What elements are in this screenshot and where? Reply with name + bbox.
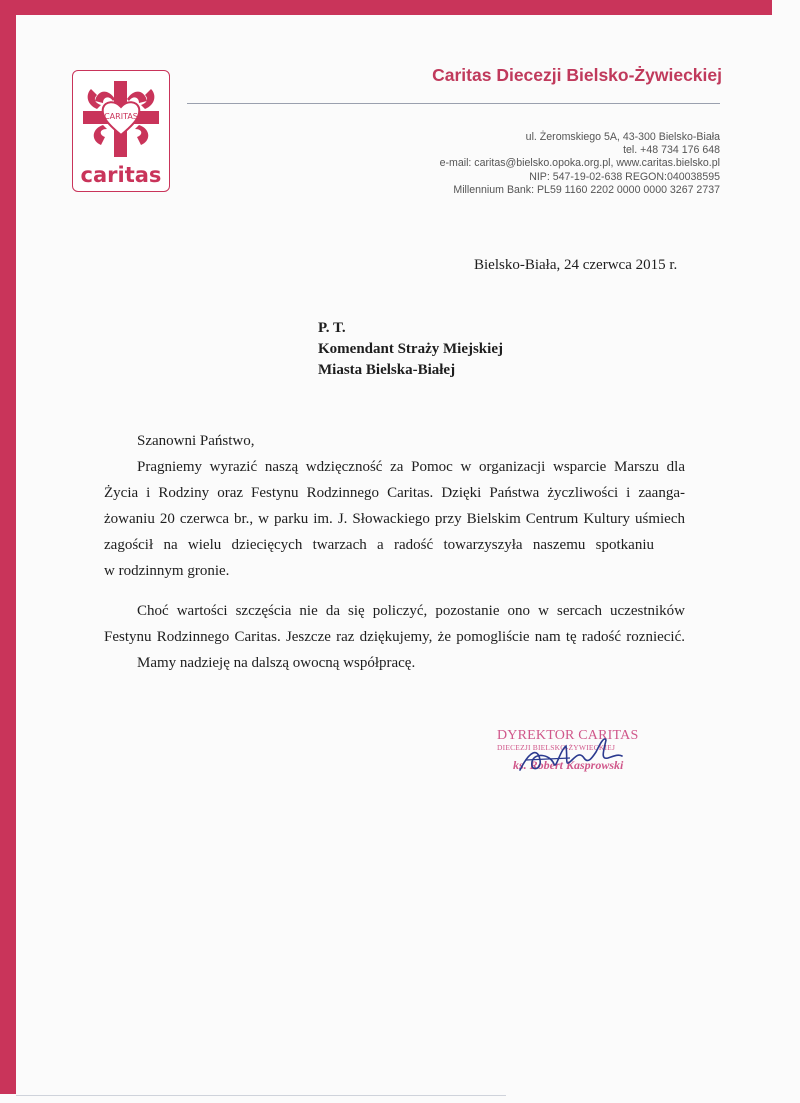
paragraph-line: Festynu Rodzinnego Caritas. Jeszcze raz dziękujemy, że pomogliście nam tę radość rozniecić. [104, 629, 685, 645]
recipient-line: Komendant Straży Miejskiej [318, 341, 503, 357]
contact-phone: tel. +48 734 176 648 [623, 144, 720, 157]
recipient-line: Miasta Bielska-Białej [318, 362, 456, 378]
logo-heart-text: CARITAS [104, 112, 138, 121]
signature-subtitle: DIECEZJI BIELSKO-ŻYWIECKIEJ [497, 743, 616, 752]
signature-title: DYREKTOR CARITAS [497, 728, 639, 743]
paragraph-line: zagościł na wielu dziecięcych twarzach a radość towarzyszyła naszemu spotkaniu [104, 537, 654, 553]
caritas-logo [72, 70, 170, 192]
paragraph-line: Mamy nadzieję na dalszą owocną współpracę. [137, 655, 416, 671]
paragraph-line: Choć wartości szczęścia nie da się policzyć, pozostanie ono w sercach uczestników [137, 603, 685, 619]
header-divider [187, 103, 720, 104]
contact-nip-regon: NIP: 547-19-02-638 REGON:040038595 [529, 170, 720, 183]
paragraph-line: Życia i Rodziny oraz Festynu Rodzinnego Caritas. Dzięki Państwa życzliwości i zaanga- [104, 485, 685, 501]
letterhead-border-top [0, 0, 772, 15]
contact-bank: Millennium Bank: PL59 1160 2202 0000 0000 3267 2737 [453, 183, 720, 196]
paragraph-3 [137, 650, 685, 676]
signature-name: ks. Robert Kasprowski [513, 758, 624, 772]
logo-wordmark: caritas [80, 163, 162, 187]
recipient-line: P. T. [318, 320, 346, 336]
paragraph-line: żowaniu 20 czerwca br., w parku im. J. Słowackiego przy Bielskim Centrum Kultury uśmiech [104, 511, 685, 527]
paragraph-2 [104, 598, 685, 650]
recipient-block [318, 318, 503, 381]
salutation-wrap [137, 428, 685, 457]
paragraph-1 [104, 454, 685, 584]
paragraph-line: Pragniemy wyrazić naszą wdzięczność za Pomoc w organizacji wsparcie Marszu dla [137, 459, 685, 475]
salutation: Szanowni Państwo, [137, 433, 255, 449]
contact-address: ul. Żeromskiego 5A, 43-300 Bielsko-Biała [525, 131, 720, 143]
page-corner [16, 15, 46, 45]
paragraph-line: w rodzinnym gronie. [104, 563, 230, 579]
bottom-rule [16, 1095, 506, 1096]
organization-name: Caritas Diecezji Bielsko-Żywieckiej [432, 65, 722, 85]
contact-block [440, 131, 720, 197]
contact-email-web: e-mail: caritas@bielsko.opoka.org.pl, www.caritas.bielsko.pl [439, 157, 720, 170]
handwritten-signature [510, 730, 630, 780]
letterhead-border-left [0, 0, 16, 1094]
place-date: Bielsko-Biała, 24 czerwca 2015 r. [474, 257, 678, 273]
caritas-cross-heart-icon [79, 77, 163, 161]
